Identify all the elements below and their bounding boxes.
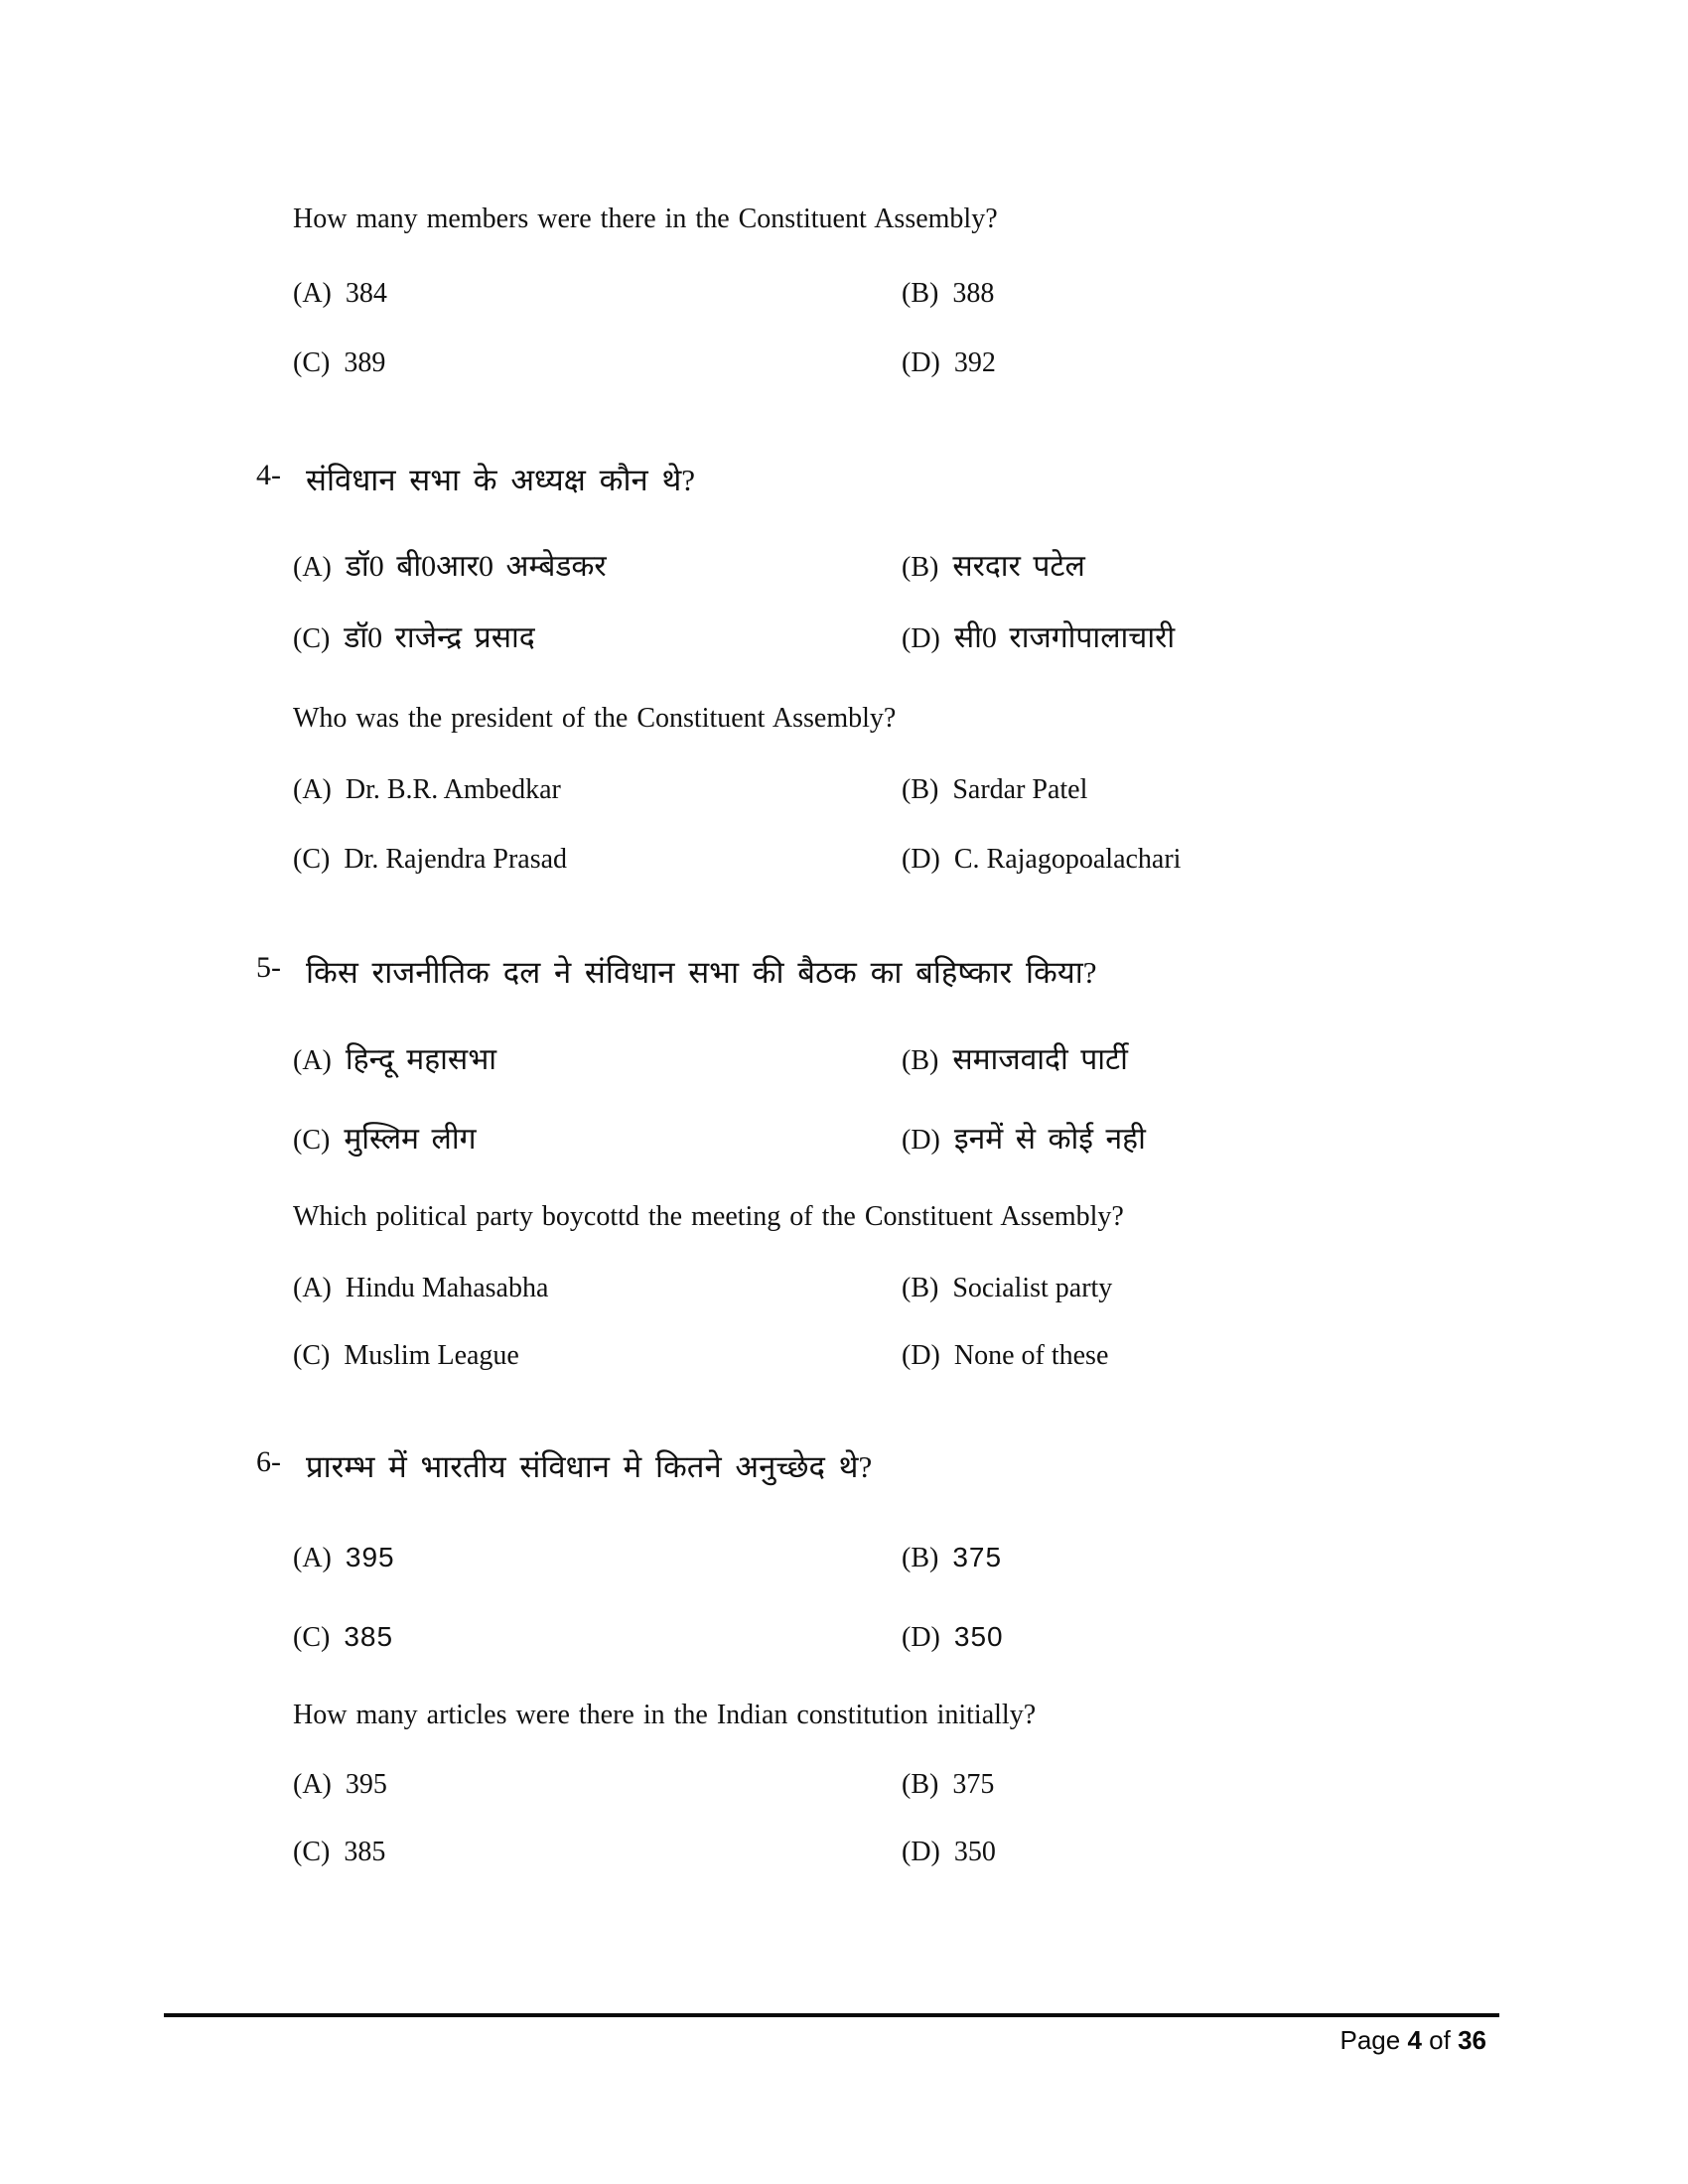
- option-label: (A): [293, 552, 332, 583]
- option-value: सी0 राजगोपालाचारी: [953, 621, 1176, 654]
- option-label: (C): [293, 1340, 331, 1371]
- option-d: [902, 615, 1175, 656]
- option-label: (A): [293, 1769, 332, 1800]
- option-label: (A): [293, 774, 332, 805]
- option-label: (C): [293, 844, 331, 875]
- option-b: [902, 1542, 1002, 1574]
- option-value: Sardar Patel: [952, 774, 1088, 805]
- question-text: How many articles were there in the Indian constitution initially?: [293, 1700, 1037, 1730]
- footer-divider: [164, 2013, 1499, 2017]
- option-label: (A): [293, 1543, 332, 1573]
- option-label: (D): [902, 623, 940, 654]
- option-label: (D): [902, 1622, 940, 1653]
- question-text: How many members were there in the Constituent Assembly?: [293, 204, 998, 234]
- option-value: None of these: [953, 1340, 1109, 1371]
- option-label: (C): [293, 347, 331, 378]
- option-value: Dr. B.R. Ambedkar: [345, 774, 561, 805]
- option-value: 375: [952, 1769, 995, 1800]
- question-text: प्रारम्भ में भारतीय संविधान मे कितने अनुच्छेद थे?: [306, 1449, 873, 1484]
- option-c: [293, 1837, 385, 1868]
- option-c: [293, 844, 567, 876]
- option-b: [902, 1273, 1112, 1304]
- option-value: सरदार पटेल: [952, 550, 1085, 583]
- option-value: डॉ0 राजेन्द्र प्रसाद: [344, 621, 535, 654]
- footer-page-label: Page: [1339, 2025, 1401, 2055]
- option-label: (A): [293, 1045, 332, 1076]
- option-c: [293, 1621, 393, 1654]
- question-text: Who was the president of the Constituent Assembly?: [293, 703, 897, 734]
- option-label: (B): [902, 1769, 939, 1800]
- option-value: हिन्दू महासभा: [345, 1043, 497, 1076]
- option-value: समाजवादी पार्टी: [952, 1043, 1128, 1076]
- option-b: [902, 278, 994, 310]
- option-label: (C): [293, 1125, 331, 1156]
- option-label: (B): [902, 1273, 939, 1303]
- option-value: 375: [952, 1542, 1003, 1572]
- option-b: [902, 1769, 994, 1801]
- question-text: किस राजनीतिक दल ने संविधान सभा की बैठक का बहिष्कार किया?: [306, 955, 1097, 990]
- option-value: 395: [345, 1769, 387, 1800]
- option-a: [293, 1769, 387, 1801]
- option-value: Muslim League: [344, 1340, 519, 1371]
- option-label: (A): [293, 278, 332, 309]
- option-a: [293, 544, 607, 585]
- option-value: 389: [344, 347, 386, 378]
- question-number: 5-: [256, 951, 281, 984]
- option-b: [902, 1037, 1128, 1078]
- option-label: (B): [902, 774, 939, 805]
- footer-of-label: of: [1429, 2025, 1451, 2055]
- option-value: 388: [952, 278, 995, 309]
- option-a: [293, 1273, 548, 1304]
- option-value: 395: [345, 1542, 395, 1572]
- option-value: 384: [345, 278, 387, 309]
- option-label: (B): [902, 1543, 939, 1573]
- option-label: (D): [902, 844, 940, 875]
- option-value: C. Rajagopoalachari: [953, 844, 1182, 875]
- question-number: 6-: [256, 1445, 281, 1478]
- option-d: [902, 1621, 1004, 1654]
- option-d: [902, 1340, 1108, 1372]
- option-value: 385: [344, 1837, 386, 1867]
- option-label: (D): [902, 1837, 940, 1867]
- footer-total-pages: 36: [1458, 2025, 1486, 2055]
- option-c: [293, 347, 385, 379]
- option-d: [902, 844, 1181, 876]
- option-label: (D): [902, 1340, 940, 1371]
- question-text: Which political party boycottd the meeting of the Constituent Assembly?: [293, 1201, 1124, 1232]
- option-d: [902, 1117, 1146, 1158]
- option-label: (D): [902, 1125, 940, 1156]
- option-label: (C): [293, 623, 331, 654]
- footer-page-number: 4: [1407, 2025, 1422, 2055]
- question-text: संविधान सभा के अध्यक्ष कौन थे?: [306, 463, 696, 497]
- option-value: Socialist party: [952, 1273, 1113, 1303]
- option-value: Hindu Mahasabha: [345, 1273, 549, 1303]
- option-c: [293, 615, 535, 656]
- option-a: [293, 1542, 395, 1574]
- option-label: (D): [902, 347, 940, 378]
- option-value: मुस्लिम लीग: [344, 1123, 477, 1156]
- option-value: इनमें से कोई नही: [953, 1123, 1146, 1156]
- option-a: [293, 278, 387, 310]
- page-number-text: [1339, 2025, 1486, 2056]
- option-b: [902, 774, 1087, 806]
- question-number: 4-: [256, 459, 281, 491]
- option-value: डॉ0 बी0आर0 अम्बेडकर: [345, 550, 607, 583]
- option-value: 392: [953, 347, 996, 378]
- option-label: (B): [902, 278, 939, 309]
- option-value: Dr. Rajendra Prasad: [344, 844, 568, 875]
- option-d: [902, 1837, 996, 1868]
- option-value: 350: [953, 1837, 996, 1867]
- option-label: (C): [293, 1622, 331, 1653]
- option-value: 350: [953, 1621, 1004, 1652]
- option-a: [293, 774, 561, 806]
- option-label: (B): [902, 1045, 939, 1076]
- option-c: [293, 1340, 519, 1372]
- option-value: 385: [344, 1621, 394, 1652]
- option-d: [902, 347, 996, 379]
- option-label: (C): [293, 1837, 331, 1867]
- option-a: [293, 1037, 496, 1078]
- option-label: (A): [293, 1273, 332, 1303]
- option-b: [902, 544, 1085, 585]
- option-label: (B): [902, 552, 939, 583]
- option-c: [293, 1117, 477, 1158]
